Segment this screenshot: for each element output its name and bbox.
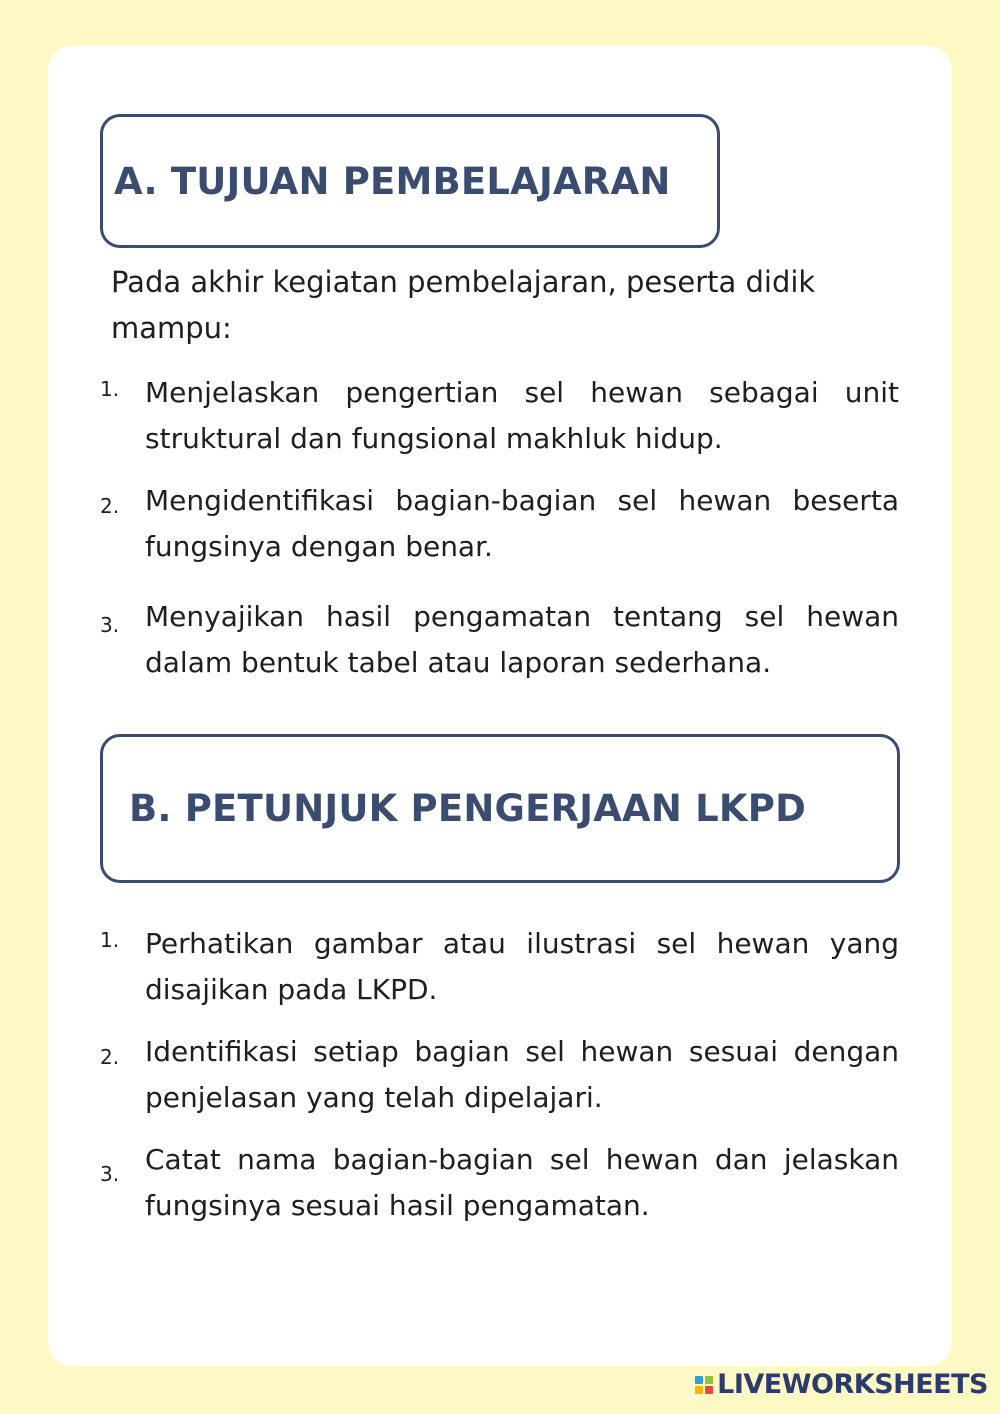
objective-text-2: Mengidentifikasi bagian-bagian sel hewan beserta fungsinya dengan benar.	[145, 484, 899, 563]
instruction-text-3: Catat nama bagian-bagian sel hewan dan jelaskan fungsinya sesuai hasil pengamatan.	[145, 1143, 899, 1222]
objective-text-3: Menyajikan hasil pengamatan tentang sel hewan dalam bentuk tabel atau laporan sederhana.	[145, 600, 899, 679]
objective-number-2: 2.	[100, 494, 120, 518]
instruction-text-1: Perhatikan gambar atau ilustrasi sel hewan yang disajikan pada LKPD.	[145, 927, 899, 1006]
instruction-number-1: 1.	[100, 928, 120, 952]
liveworksheets-logo-icon	[695, 1376, 713, 1394]
objective-number-3: 3.	[100, 613, 120, 637]
objective-number-1: 1.	[100, 377, 120, 401]
instruction-number-3: 3.	[100, 1162, 120, 1186]
instruction-text-2: Identifikasi setiap bagian sel hewan sesuai dengan penjelasan yang telah dipelajari.	[145, 1035, 899, 1114]
section-a-heading-box	[100, 114, 720, 248]
section-a-heading: A. TUJUAN PEMBELAJARAN	[114, 159, 671, 203]
liveworksheets-brand: LIVEWORKSHEETS	[717, 1369, 988, 1400]
section-a-intro: Pada akhir kegiatan pembelajaran, peserta didik mampu:	[111, 265, 816, 345]
section-b-heading-box	[100, 734, 900, 883]
objective-text-1: Menjelaskan pengertian sel hewan sebagai unit struktural dan fungsional makhluk hidup.	[145, 376, 899, 455]
instruction-number-2: 2.	[100, 1045, 120, 1069]
liveworksheets-logo[interactable]	[695, 1369, 988, 1400]
section-b-heading: B. PETUNJUK PENGERJAAN LKPD	[129, 787, 807, 830]
